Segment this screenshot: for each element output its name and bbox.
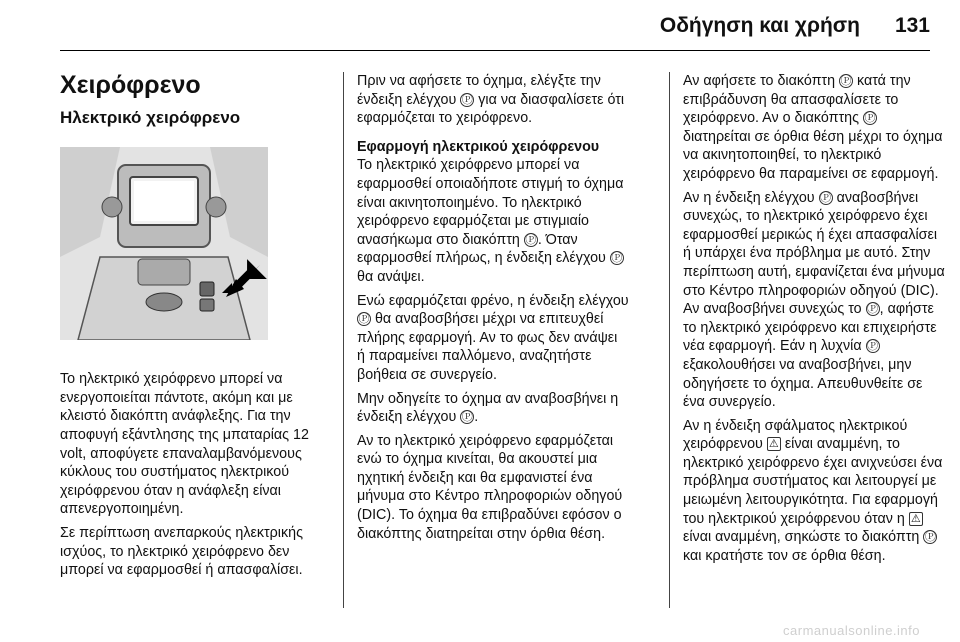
paragraph: Σε περίπτωση ανεπαρκούς ηλεκτρικής ισχύος, το ηλεκτρικό χειρόφρενο δεν μπορεί να εφαρμοσθεί ή απασφαλίσει. — [60, 524, 303, 579]
paragraph: Αν το ηλεκτρικό χειρόφρενο εφαρμόζεται ενώ το όχημα κινείται, θα ακουστεί μια ηχητική ένδειξη και θα εμφανιστεί ένα μήνυμα στο Κέντρο πληροφοριών οδηγού (DIC). Το όχημα θα επιβραδύνει εφόσον ο διακόπτης διατηρείται στην όρθια θέση. — [357, 432, 623, 542]
brake-fault-warning-icon: ⚠ — [767, 437, 781, 451]
paragraph — [683, 189, 948, 412]
text-run: Ενώ εφαρμόζεται φρένο, η ένδειξη ελέγχου — [357, 292, 629, 309]
paragraph — [357, 390, 629, 427]
text-run: . Όταν εφαρμοσθεί πλήρως, η ένδειξη ελέγχου — [357, 231, 606, 267]
dashboard-illustration — [60, 147, 268, 340]
parking-brake-icon: Ⓟ — [358, 313, 370, 326]
text-run: Αν η ένδειξη σφάλματος ηλεκτρικού χειρόφρενου — [683, 417, 908, 453]
parking-brake-icon: Ⓟ — [867, 340, 879, 353]
text-run: , αφήστε το ηλεκτρικό χειρόφρενο και επιχειρήστε νέα εφαρμογή. Εάν η λυχνία — [683, 301, 937, 355]
brake-fault-warning-icon: ⚠ — [909, 512, 923, 526]
parking-brake-icon: Ⓟ — [461, 411, 473, 424]
subsection-title: Ηλεκτρικό χειρόφρενο — [60, 107, 241, 127]
text-run: είναι αναμμένη, σηκώστε το διακόπτη — [683, 529, 920, 546]
text-run: Αν αφήσετε το διακόπτη — [683, 73, 836, 89]
parking-brake-icon: Ⓟ — [611, 252, 623, 265]
paragraph — [357, 156, 629, 286]
parking-brake-icon: Ⓟ — [864, 112, 876, 125]
text-run: αναβοσβήνει συνεχώς, το ηλεκτρικό χειρόφρενο έχει εφαρμοσθεί μερικώς ή έχει απασφαλίσει ή υπάρχει ένα πρόβλημα με αυτό. Στην περίπτωση αυτή, εμφανίζεται ένα μήνυμα στο Κέντρο πληροφοριών οδηγού (DIC). Αν αναβοσβήνει συνεχώς το — [683, 189, 945, 318]
text-run: για να διασφαλίσετε ότι εφαρμόζεται το χειρόφρενο. — [357, 91, 625, 127]
paragraph — [357, 72, 629, 128]
text-run: διατηρείται σε όρθια θέση μέχρι το όχημα να ακινητοποιηθεί, το ηλεκτρικό χειρόφρενο θα παραμείνει σε εφαρμογή. — [683, 128, 943, 182]
section-title: Χειρόφρενο — [60, 71, 201, 99]
heading-apply-brake: Εφαρμογή ηλεκτρικού χειρόφρενου — [357, 138, 600, 155]
watermark: carmanualsonline.info — [783, 623, 920, 638]
text-run: κατά την επιβράδυνση θα απασφαλίσετε το χειρόφρενο. Αν ο διακόπτης — [683, 73, 911, 127]
page-number: 131 — [894, 14, 930, 37]
text-run: Αν η ένδειξη ελέγχου — [683, 189, 815, 206]
parking-brake-icon: Ⓟ — [820, 191, 832, 204]
paragraph — [683, 417, 948, 566]
parking-brake-icon: Ⓟ — [525, 233, 537, 246]
text-run: θα ανάψει. — [357, 268, 425, 285]
text-run: είναι αναμμένη, το ηλεκτρικό χειρόφρενο έχει ανιχνεύσει ένα πρόβλημα συστήματος και λειτουργεί με μειωμένη λειτουργικότητα. Για εφαρμογή του ηλεκτρικού χειρόφρενου όταν η — [683, 436, 943, 527]
header-title: Οδήγηση και χρήση — [659, 14, 860, 37]
text-run: Το ηλεκτρικό χειρόφρενο μπορεί να εφαρμοσθεί οποιαδήποτε στιγμή το όχημα είναι ακινητοποιημένο. Το ηλεκτρικό χειρόφρενο εφαρμόζεται με στιγμιαίο ανασήκωμα στο διακόπτη — [357, 157, 624, 248]
parking-brake-icon: Ⓟ — [867, 303, 879, 316]
paragraph — [683, 72, 948, 184]
paragraph: Το ηλεκτρικό χειρόφρενο μπορεί να ενεργοποιείται πάντοτε, ακόμη και με κλειστό διακόπτη ανάφλεξης. Για την αποφυγή εξάντλησης της μπαταρίας 12 volt, αποφύγετε επαναλαμβανόμενους κύκλους του συστήματος ηλεκτρικού χειρόφρενου όταν η ανάφλεξη είναι απενεργοποιημένη. — [60, 371, 309, 518]
paragraph — [357, 292, 629, 385]
column-divider — [343, 72, 344, 608]
page-header — [0, 0, 960, 56]
parking-brake-icon: Ⓟ — [461, 93, 473, 106]
text-run: και κρατήστε τον σε όρθια θέση. — [683, 547, 886, 564]
text-run: Μην οδηγείτε το όχημα αν αναβοσβήνει η ένδειξη ελέγχου — [357, 390, 619, 426]
text-run: θα αναβοσβήσει μέχρι να επιτευχθεί πλήρης εφαρμογή. Αν το φως δεν ανάψει ή παραμείνει παλλόμενο, αναζητήστε βοήθεια σε συνεργείο. — [357, 311, 618, 383]
text-run: . — [474, 409, 479, 426]
column-1 — [60, 70, 332, 585]
header-rule — [60, 50, 930, 51]
dashboard-figure — [60, 147, 268, 340]
parking-brake-icon: Ⓟ — [840, 75, 852, 87]
column-2 — [357, 72, 629, 548]
parking-brake-icon: Ⓟ — [924, 531, 936, 544]
column-divider — [669, 72, 670, 608]
text-run: Πριν να αφήσετε το όχημα, ελέγξτε την ένδειξη ελέγχου — [357, 73, 601, 108]
text-run: εξακολουθήσει να αναβοσβήνει, μην οδηγήσετε το όχημα. Απευθυνθείτε σε ένα συνεργείο. — [683, 356, 923, 411]
column-3 — [683, 72, 948, 570]
